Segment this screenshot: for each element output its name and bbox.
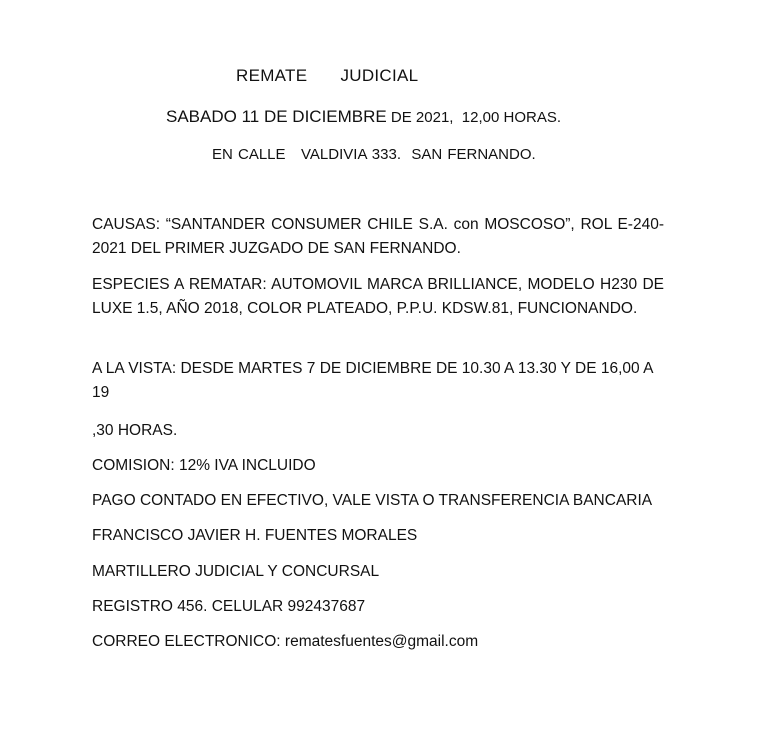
auction-location: EN CALLE VALDIVIA 333. SAN FERNANDO.	[212, 146, 536, 163]
auction-date-main: SABADO 11 DE DICIEMBRE	[166, 107, 387, 126]
comision-line: COMISION: 12% IVA INCLUIDO	[92, 457, 316, 474]
auction-date-rest: DE 2021, 12,00 HORAS.	[386, 109, 562, 126]
notice-title: REMATE JUDICIAL	[236, 66, 419, 85]
especies-paragraph: ESPECIES A REMATAR: AUTOMOVIL MARCA BRILLIANCE, MODELO H230 DE LUXE 1.5, AÑO 2018, COLOR PLATEADO, P.P.U. KDSW.81, FUNCIONANDO.	[92, 276, 664, 317]
pago-line: PAGO CONTADO EN EFECTIVO, VALE VISTA O TRANSFERENCIA BANCARIA	[92, 492, 653, 509]
martillero-title: MARTILLERO JUDICIAL Y CONCURSAL	[92, 563, 380, 580]
a-la-vista-paragraph: A LA VISTA: DESDE MARTES 7 DE DICIEMBRE DE 10.30 A 13.30 Y DE 16,00 A 19	[92, 360, 653, 401]
correo-line: CORREO ELECTRONICO: rematesfuentes@gmail.com	[92, 633, 479, 650]
causas-paragraph: CAUSAS: “SANTANDER CONSUMER CHILE S.A. con MOSCOSO”, ROL E-240-2021 DEL PRIMER JUZGADO DE SAN FERNANDO.	[92, 216, 664, 257]
registro-line: REGISTRO 456. CELULAR 992437687	[92, 598, 366, 615]
auction-date	[166, 107, 561, 127]
martillero-name: FRANCISCO JAVIER H. FUENTES MORALES	[92, 527, 418, 544]
a-la-vista-continuation: ,30 HORAS.	[92, 422, 178, 439]
